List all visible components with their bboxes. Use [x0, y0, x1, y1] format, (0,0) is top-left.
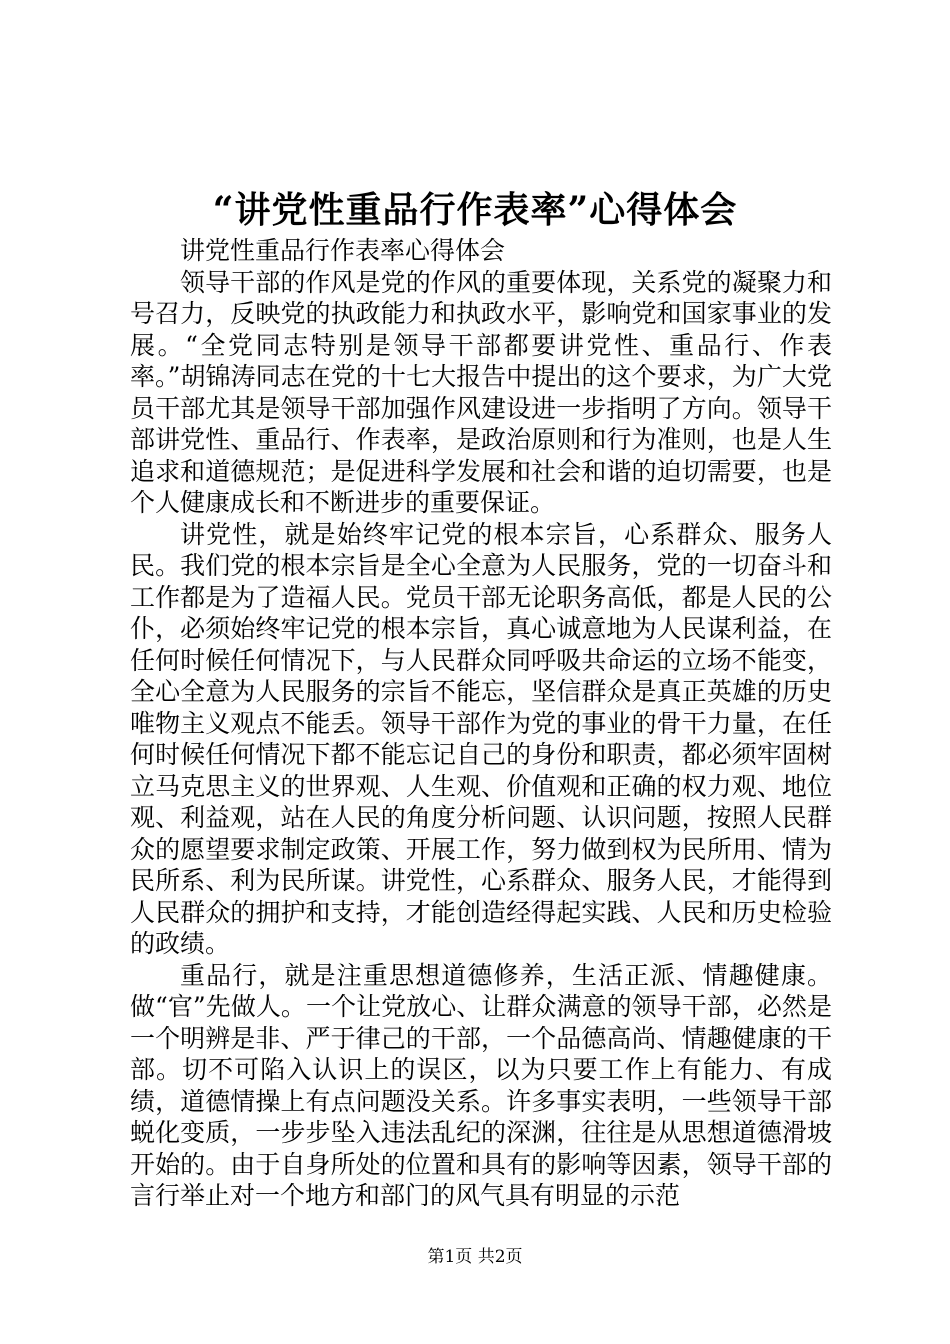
document-title: “讲党性重品行作表率”心得体会: [212, 189, 738, 231]
body-paragraph: 重品行，就是注重思想道德修养，生活正派、情趣健康。做“官”先做人。一个让党放心、让群众满意的领导干部，必然是一个明辨是非、严于律己的干部，一个品德高尚、情趣健康的干部。切不可陷入认识上的误区，以为只要工作上有能力、有成绩，道德情操上有点问题没关系。许多事实表明，一些领导干部蜕化变质，一步步坠入违法乱纪的深渊，往往是从思想道德滑坡开始的。由于自身所处的位置和具有的影响等因素，领导干部的言行举止对一个地方和部门的风气具有明显的示范: [130, 960, 832, 1210]
body-paragraph: 讲党性，就是始终牢记党的根本宗旨，心系群众、服务人民。我们党的根本宗旨是全心全意为人民服务，党的一切奋斗和工作都是为了造福人民。党员干部无论职务高低，都是人民的公仆，必须始终牢记党的根本宗旨，真心诚意地为人民谋利益，在任何时候任何情况下，与人民群众同呼吸共命运的立场不能变，全心全意为人民服务的宗旨不能忘，坚信群众是真正英雄的历史唯物主义观点不能丢。领导干部作为党的事业的骨干力量，在任何时候任何情况下都不能忘记自己的身份和职责，都必须牢固树立马克思主义的世界观、人生观、价值观和正确的权力观、地位观、利益观，站在人民的角度分析问题、认识问题，按照人民群众的愿望要求制定政策、开展工作，努力做到权为民所用、情为民所系、利为民所谋。讲党性，心系群众、服务人民，才能得到人民群众的拥护和支持，才能创造经得起实践、人民和历史检验的政绩。: [130, 519, 832, 958]
page-number-footer: 第1页 共2页: [427, 1247, 523, 1267]
document-body: [130, 235, 832, 1212]
body-paragraph: 领导干部的作风是党的作风的重要体现，关系党的凝聚力和号召力，反映党的执政能力和执政水平，影响党和国家事业的发展。“全党同志特别是领导干部都要讲党性、重品行、作表率。”胡锦涛同志在党的十七大报告中提出的这个要求，为广大党员干部尤其是领导干部加强作风建设进一步指明了方向。领导干部讲党性、重品行、作表率，是政治原则和行为准则，也是人生追求和道德规范；是促进科学发展和社会和谐的迫切需要，也是个人健康成长和不断进步的重要保证。: [130, 267, 832, 517]
subtitle-paragraph: 讲党性重品行作表率心得体会: [180, 236, 506, 265]
